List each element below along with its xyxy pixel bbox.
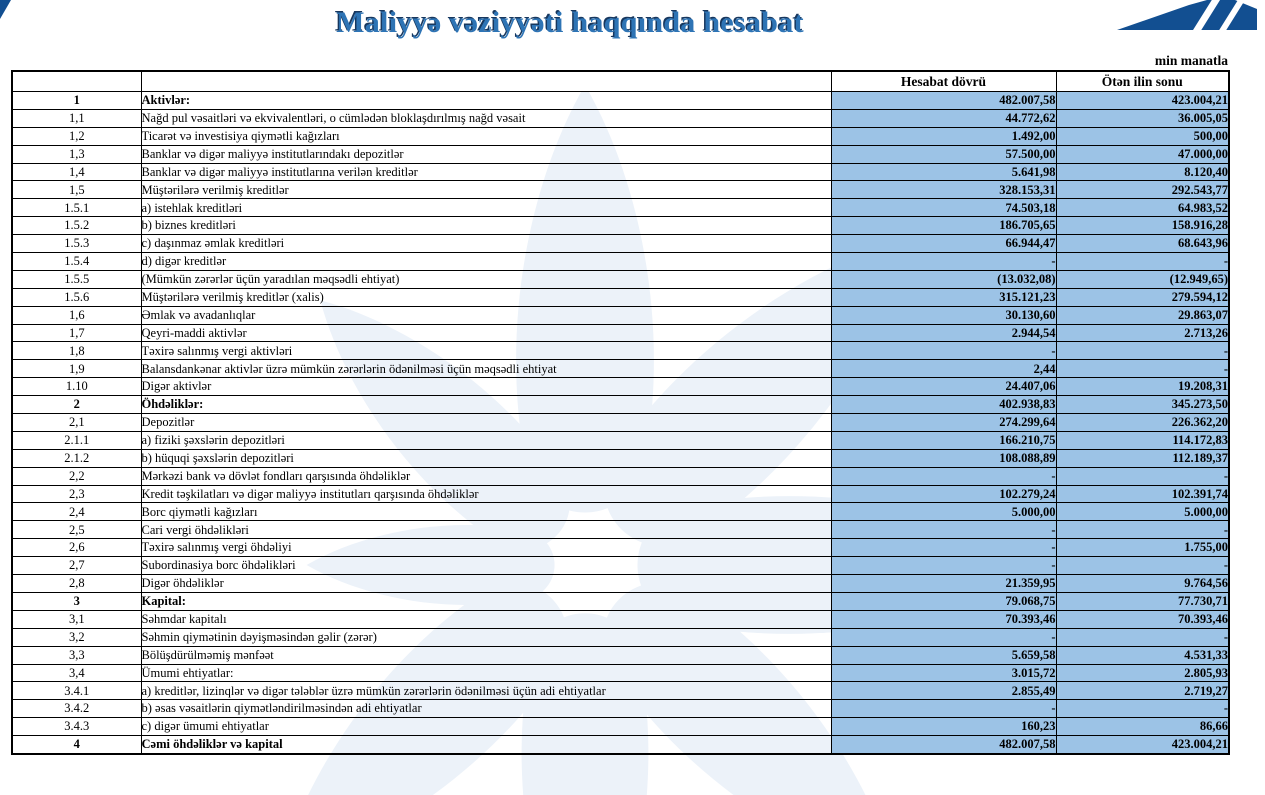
row-current-value: 166.210,75 bbox=[831, 431, 1056, 449]
row-label: Banklar və digər maliyyə institutlarındakı depozitlər bbox=[141, 145, 831, 163]
row-current-value: 2.944,54 bbox=[831, 324, 1056, 342]
row-label: Nağd pul vəsaitləri və ekvivalentləri, o cümlədən bloklaşdırılmış nağd vəsait bbox=[141, 109, 831, 127]
row-current-value: - bbox=[831, 700, 1056, 718]
row-current-value: 2,44 bbox=[831, 360, 1056, 378]
row-label: Depozitlər bbox=[141, 414, 831, 432]
row-label: Ticarət və investisiya qiymətli kağızları bbox=[141, 127, 831, 145]
row-current-value: 70.393,46 bbox=[831, 610, 1056, 628]
row-current-value: 5.641,98 bbox=[831, 163, 1056, 181]
row-number: 1,5 bbox=[12, 181, 141, 199]
row-current-value: - bbox=[831, 539, 1056, 557]
row-label: Əmlak və avadanlıqlar bbox=[141, 306, 831, 324]
row-previous-value: 279.594,12 bbox=[1056, 288, 1229, 306]
row-previous-value: 423.004,21 bbox=[1056, 736, 1229, 754]
row-previous-value: 19.208,31 bbox=[1056, 378, 1229, 396]
row-current-value: (13.032,08) bbox=[831, 270, 1056, 288]
table-row bbox=[12, 324, 1229, 342]
row-current-value: 102.279,24 bbox=[831, 485, 1056, 503]
row-number: 2,3 bbox=[12, 485, 141, 503]
row-current-value: 108.088,89 bbox=[831, 449, 1056, 467]
table-row bbox=[12, 431, 1229, 449]
row-number: 1 bbox=[12, 92, 141, 110]
column-header-previous-year: Ötən ilin sonu bbox=[1056, 71, 1229, 92]
table-row bbox=[12, 521, 1229, 539]
row-previous-value: 9.764,56 bbox=[1056, 575, 1229, 593]
row-previous-value: 226.362,20 bbox=[1056, 414, 1229, 432]
row-previous-value: 47.000,00 bbox=[1056, 145, 1229, 163]
row-previous-value: - bbox=[1056, 253, 1229, 271]
table-row bbox=[12, 253, 1229, 271]
row-previous-value: 2.805,93 bbox=[1056, 664, 1229, 682]
row-number: 1,6 bbox=[12, 306, 141, 324]
row-number: 2,6 bbox=[12, 539, 141, 557]
bank-logo-icon bbox=[1117, 0, 1257, 31]
table-row bbox=[12, 700, 1229, 718]
row-number: 3,3 bbox=[12, 646, 141, 664]
row-number: 3,1 bbox=[12, 610, 141, 628]
row-label: a) istehlak kreditləri bbox=[141, 199, 831, 217]
row-current-value: 186.705,65 bbox=[831, 217, 1056, 235]
row-previous-value: 2.719,27 bbox=[1056, 682, 1229, 700]
row-previous-value: 8.120,40 bbox=[1056, 163, 1229, 181]
column-header-label bbox=[141, 71, 831, 92]
row-number: 2,8 bbox=[12, 575, 141, 593]
row-label: Subordinasiya borc öhdəlikləri bbox=[141, 557, 831, 575]
row-previous-value: 1.755,00 bbox=[1056, 539, 1229, 557]
row-previous-value: 158.916,28 bbox=[1056, 217, 1229, 235]
row-label: Səhmdar kapitalı bbox=[141, 610, 831, 628]
row-previous-value: 500,00 bbox=[1056, 127, 1229, 145]
table-row bbox=[12, 664, 1229, 682]
row-previous-value: - bbox=[1056, 521, 1229, 539]
table-row bbox=[12, 163, 1229, 181]
row-number: 2,2 bbox=[12, 467, 141, 485]
column-header-current-period: Hesabat dövrü bbox=[831, 71, 1056, 92]
row-previous-value: 36.005,05 bbox=[1056, 109, 1229, 127]
row-previous-value: 70.393,46 bbox=[1056, 610, 1229, 628]
row-label: Təxirə salınmış vergi aktivləri bbox=[141, 342, 831, 360]
table-row bbox=[12, 736, 1229, 754]
row-previous-value: - bbox=[1056, 557, 1229, 575]
row-previous-value: 5.000,00 bbox=[1056, 503, 1229, 521]
row-previous-value: - bbox=[1056, 467, 1229, 485]
row-number: 1.10 bbox=[12, 378, 141, 396]
row-number: 1,2 bbox=[12, 127, 141, 145]
row-number: 1.5.4 bbox=[12, 253, 141, 271]
balance-table-body bbox=[12, 92, 1229, 754]
row-number: 2,7 bbox=[12, 557, 141, 575]
row-label: Ümumi ehtiyatlar: bbox=[141, 664, 831, 682]
row-number: 2,1 bbox=[12, 414, 141, 432]
row-number: 3.4.2 bbox=[12, 700, 141, 718]
row-current-value: 1.492,00 bbox=[831, 127, 1056, 145]
row-number: 1.5.1 bbox=[12, 199, 141, 217]
row-number: 2,5 bbox=[12, 521, 141, 539]
row-previous-value: 64.983,52 bbox=[1056, 199, 1229, 217]
table-row bbox=[12, 288, 1229, 306]
table-row bbox=[12, 503, 1229, 521]
row-label: d) digər kreditlər bbox=[141, 253, 831, 271]
table-row bbox=[12, 575, 1229, 593]
row-label: Müştərilərə verilmiş kreditlər (xalis) bbox=[141, 288, 831, 306]
row-current-value: 66.944,47 bbox=[831, 235, 1056, 253]
row-current-value: 315.121,23 bbox=[831, 288, 1056, 306]
table-row bbox=[12, 646, 1229, 664]
row-number: 1,1 bbox=[12, 109, 141, 127]
row-number: 3.4.3 bbox=[12, 718, 141, 736]
row-current-value: 74.503,18 bbox=[831, 199, 1056, 217]
row-label: a) kreditlər, lizinqlər və digər tələblər üzrə mümkün zərərlərin ödənilməsi üçün adi ehtiyatlar bbox=[141, 682, 831, 700]
row-label: c) daşınmaz əmlak kreditləri bbox=[141, 235, 831, 253]
row-previous-value: (12.949,65) bbox=[1056, 270, 1229, 288]
row-current-value: 24.407,06 bbox=[831, 378, 1056, 396]
row-label: Borc qiymətli kağızları bbox=[141, 503, 831, 521]
table-row bbox=[12, 592, 1229, 610]
row-number: 1,9 bbox=[12, 360, 141, 378]
row-current-value: 328.153,31 bbox=[831, 181, 1056, 199]
row-number: 2,4 bbox=[12, 503, 141, 521]
row-previous-value: 112.189,37 bbox=[1056, 449, 1229, 467]
row-number: 1,7 bbox=[12, 324, 141, 342]
row-current-value: 2.855,49 bbox=[831, 682, 1056, 700]
row-current-value: - bbox=[831, 253, 1056, 271]
row-current-value: 482.007,58 bbox=[831, 736, 1056, 754]
row-label: Cari vergi öhdəlikləri bbox=[141, 521, 831, 539]
table-row bbox=[12, 485, 1229, 503]
row-previous-value: 114.172,83 bbox=[1056, 431, 1229, 449]
row-number: 3.4.1 bbox=[12, 682, 141, 700]
row-number: 1,3 bbox=[12, 145, 141, 163]
table-row bbox=[12, 235, 1229, 253]
table-row bbox=[12, 718, 1229, 736]
table-row bbox=[12, 396, 1229, 414]
row-label: a) fiziki şəxslərin depozitləri bbox=[141, 431, 831, 449]
row-current-value: 30.130,60 bbox=[831, 306, 1056, 324]
row-label: Təxirə salınmış vergi öhdəliyi bbox=[141, 539, 831, 557]
row-label: Aktivlər: bbox=[141, 92, 831, 110]
row-number: 1.5.5 bbox=[12, 270, 141, 288]
row-label: Müştərilərə verilmiş kreditlər bbox=[141, 181, 831, 199]
row-previous-value: - bbox=[1056, 360, 1229, 378]
row-label: (Mümkün zərərlər üçün yaradılan məqsədli ehtiyat) bbox=[141, 270, 831, 288]
row-current-value: - bbox=[831, 467, 1056, 485]
row-previous-value: 2.713,26 bbox=[1056, 324, 1229, 342]
row-current-value: - bbox=[831, 628, 1056, 646]
table-row bbox=[12, 682, 1229, 700]
row-number: 1.5.3 bbox=[12, 235, 141, 253]
row-label: Bölüşdürülməmiş mənfəət bbox=[141, 646, 831, 664]
row-label: b) biznes kreditləri bbox=[141, 217, 831, 235]
row-current-value: 402.938,83 bbox=[831, 396, 1056, 414]
table-row bbox=[12, 610, 1229, 628]
row-previous-value: - bbox=[1056, 628, 1229, 646]
row-previous-value: 102.391,74 bbox=[1056, 485, 1229, 503]
table-row bbox=[12, 127, 1229, 145]
row-number: 3 bbox=[12, 592, 141, 610]
row-label: Kapital: bbox=[141, 592, 831, 610]
table-row bbox=[12, 467, 1229, 485]
table-row bbox=[12, 449, 1229, 467]
table-row bbox=[12, 360, 1229, 378]
row-label: Digər aktivlər bbox=[141, 378, 831, 396]
row-label: Cəmi öhdəliklər və kapital bbox=[141, 736, 831, 754]
table-row bbox=[12, 199, 1229, 217]
row-number: 1,8 bbox=[12, 342, 141, 360]
row-previous-value: 423.004,21 bbox=[1056, 92, 1229, 110]
row-number: 1.5.2 bbox=[12, 217, 141, 235]
row-current-value: 274.299,64 bbox=[831, 414, 1056, 432]
row-number: 2.1.1 bbox=[12, 431, 141, 449]
table-row bbox=[12, 181, 1229, 199]
row-label: Mərkəzi bank və dövlət fondları qarşısında öhdəliklər bbox=[141, 467, 831, 485]
table-row bbox=[12, 145, 1229, 163]
row-current-value: 5.659,58 bbox=[831, 646, 1056, 664]
row-number: 2.1.2 bbox=[12, 449, 141, 467]
row-current-value: 5.000,00 bbox=[831, 503, 1056, 521]
row-current-value: 3.015,72 bbox=[831, 664, 1056, 682]
row-previous-value: 29.863,07 bbox=[1056, 306, 1229, 324]
row-current-value: 482.007,58 bbox=[831, 92, 1056, 110]
table-row bbox=[12, 270, 1229, 288]
table-row bbox=[12, 628, 1229, 646]
row-current-value: 160,23 bbox=[831, 718, 1056, 736]
row-current-value: 44.772,62 bbox=[831, 109, 1056, 127]
row-label: Öhdəliklər: bbox=[141, 396, 831, 414]
row-label: c) digər ümumi ehtiyatlar bbox=[141, 718, 831, 736]
row-current-value: - bbox=[831, 521, 1056, 539]
column-header-number bbox=[12, 71, 141, 92]
table-row bbox=[12, 539, 1229, 557]
row-current-value: 79.068,75 bbox=[831, 592, 1056, 610]
row-previous-value: - bbox=[1056, 342, 1229, 360]
table-row bbox=[12, 414, 1229, 432]
table-row bbox=[12, 217, 1229, 235]
unit-note: min manatla bbox=[1154, 53, 1228, 68]
table-header-row bbox=[12, 71, 1229, 92]
row-current-value: 21.359,95 bbox=[831, 575, 1056, 593]
row-previous-value: 345.273,50 bbox=[1056, 396, 1229, 414]
row-number: 3,2 bbox=[12, 628, 141, 646]
table-row bbox=[12, 109, 1229, 127]
row-previous-value: 86,66 bbox=[1056, 718, 1229, 736]
table-row bbox=[12, 306, 1229, 324]
row-label: Səhmin qiymətinin dəyişməsindən gəlir (zərər) bbox=[141, 628, 831, 646]
row-number: 3,4 bbox=[12, 664, 141, 682]
page-title: Maliyyə vəziyyəti haqqında hesabat bbox=[336, 6, 804, 39]
row-label: Banklar və digər maliyyə institutlarına verilən kreditlər bbox=[141, 163, 831, 181]
row-current-value: - bbox=[831, 342, 1056, 360]
row-previous-value: 292.543,77 bbox=[1056, 181, 1229, 199]
table-row bbox=[12, 557, 1229, 575]
table-row bbox=[12, 92, 1229, 110]
row-label: Kredit təşkilatları və digər maliyyə institutları qarşısında öhdəliklər bbox=[141, 485, 831, 503]
row-current-value: 57.500,00 bbox=[831, 145, 1056, 163]
row-previous-value: 4.531,33 bbox=[1056, 646, 1229, 664]
row-number: 4 bbox=[12, 736, 141, 754]
row-label: b) əsas vəsaitlərin qiymətləndirilməsindən adi ehtiyatlar bbox=[141, 700, 831, 718]
row-label: Balansdankənar aktivlər üzrə mümkün zərərlərin ödənilməsi üçün məqsədli ehtiyat bbox=[141, 360, 831, 378]
table-row bbox=[12, 342, 1229, 360]
balance-table bbox=[11, 70, 1230, 755]
row-previous-value: 68.643,96 bbox=[1056, 235, 1229, 253]
row-number: 2 bbox=[12, 396, 141, 414]
row-number: 1.5.6 bbox=[12, 288, 141, 306]
row-number: 1,4 bbox=[12, 163, 141, 181]
row-label: Qeyri-maddi aktivlər bbox=[141, 324, 831, 342]
row-previous-value: - bbox=[1056, 700, 1229, 718]
row-label: Digər öhdəliklər bbox=[141, 575, 831, 593]
row-current-value: - bbox=[831, 557, 1056, 575]
table-row bbox=[12, 378, 1229, 396]
row-previous-value: 77.730,71 bbox=[1056, 592, 1229, 610]
row-label: b) hüquqi şəxslərin depozitləri bbox=[141, 449, 831, 467]
